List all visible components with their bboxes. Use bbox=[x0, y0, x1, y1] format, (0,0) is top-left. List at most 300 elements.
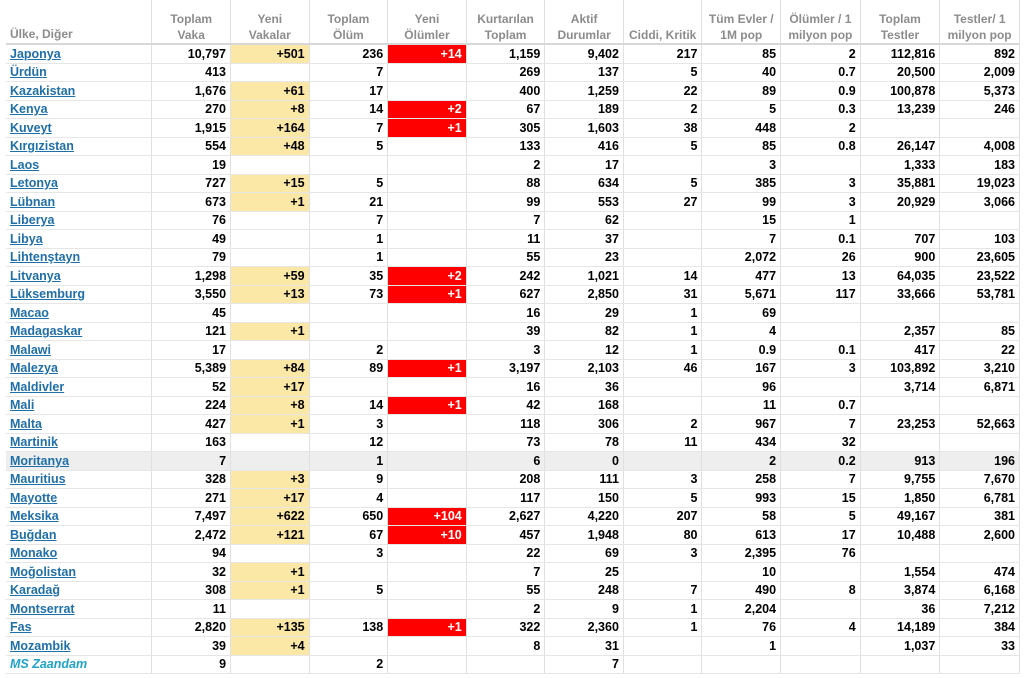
total-deaths-cell: 9 bbox=[309, 470, 388, 489]
active-cases-cell: 306 bbox=[545, 415, 624, 434]
country-link[interactable]: Monako bbox=[10, 546, 58, 561]
country-cell bbox=[6, 655, 152, 674]
new-deaths-cell bbox=[388, 452, 467, 471]
active-cases-cell: 2,850 bbox=[545, 285, 624, 304]
active-cases-cell: 137 bbox=[545, 63, 624, 82]
table-row bbox=[6, 618, 1020, 637]
country-link[interactable]: Maldivler bbox=[10, 379, 65, 394]
table-row bbox=[6, 44, 1020, 63]
country-cell bbox=[6, 618, 152, 637]
total-deaths-cell: 4 bbox=[309, 489, 388, 508]
col-header-total-tests[interactable]: Toplam Testler bbox=[860, 0, 940, 44]
deaths-per-1m-cell: 0.8 bbox=[781, 137, 861, 156]
total-cases-cell: 673 bbox=[152, 193, 231, 212]
country-link[interactable]: Mayotte bbox=[10, 490, 58, 505]
new-deaths-cell: +1 bbox=[388, 618, 467, 637]
new-deaths-cell bbox=[388, 489, 467, 508]
new-deaths-cell bbox=[388, 156, 467, 175]
new-cases-cell: +1 bbox=[231, 415, 310, 434]
critical-cell bbox=[623, 156, 702, 175]
total-tests-cell bbox=[860, 119, 940, 138]
cases-per-1m-cell: 85 bbox=[702, 44, 781, 63]
recovered-cell: 6 bbox=[466, 452, 545, 471]
country-link[interactable]: Kenya bbox=[10, 102, 48, 117]
recovered-cell: 11 bbox=[466, 230, 545, 249]
cases-per-1m-cell: 15 bbox=[702, 211, 781, 230]
total-tests-cell: 3,714 bbox=[860, 378, 940, 397]
total-deaths-cell: 1 bbox=[309, 230, 388, 249]
total-tests-cell bbox=[860, 396, 940, 415]
country-cell bbox=[6, 563, 152, 582]
total-tests-cell: 707 bbox=[860, 230, 940, 249]
total-cases-cell: 79 bbox=[152, 248, 231, 267]
recovered-cell: 400 bbox=[466, 82, 545, 101]
recovered-cell: 2 bbox=[466, 600, 545, 619]
country-link[interactable]: Malta bbox=[10, 416, 42, 431]
country-cell bbox=[6, 156, 152, 175]
country-cell bbox=[6, 544, 152, 563]
critical-cell bbox=[623, 637, 702, 656]
cases-per-1m-cell: 89 bbox=[702, 82, 781, 101]
total-cases-cell: 39 bbox=[152, 637, 231, 656]
total-tests-cell: 1,850 bbox=[860, 489, 940, 508]
col-header-cases-per-1m[interactable]: Tüm Evler / 1M pop bbox=[702, 0, 781, 44]
deaths-per-1m-cell: 0.7 bbox=[781, 396, 861, 415]
new-cases-cell: +1 bbox=[231, 193, 310, 212]
active-cases-cell: 29 bbox=[545, 304, 624, 323]
tests-per-1m-cell: 5,373 bbox=[940, 82, 1020, 101]
deaths-per-1m-cell bbox=[781, 655, 861, 674]
country-link[interactable]: Litvanya bbox=[10, 268, 61, 283]
cases-per-1m-cell: 167 bbox=[702, 359, 781, 378]
tests-per-1m-cell: 53,781 bbox=[940, 285, 1020, 304]
new-cases-cell bbox=[231, 655, 310, 674]
recovered-cell: 55 bbox=[466, 248, 545, 267]
total-tests-cell bbox=[860, 544, 940, 563]
new-deaths-cell bbox=[388, 82, 467, 101]
new-cases-cell bbox=[231, 452, 310, 471]
total-tests-cell bbox=[860, 211, 940, 230]
country-link[interactable]: Malawi bbox=[10, 342, 51, 357]
deaths-per-1m-cell: 1 bbox=[781, 211, 861, 230]
col-header-active[interactable]: Aktif Durumlar bbox=[545, 0, 624, 44]
new-deaths-cell: +10 bbox=[388, 526, 467, 545]
new-cases-cell: +61 bbox=[231, 82, 310, 101]
critical-cell: 1 bbox=[623, 618, 702, 637]
active-cases-cell: 31 bbox=[545, 637, 624, 656]
country-link[interactable]: Kazakistan bbox=[10, 83, 76, 98]
country-cell bbox=[6, 322, 152, 341]
col-header-total-cases[interactable]: Toplam Vaka bbox=[152, 0, 231, 44]
new-deaths-cell: +1 bbox=[388, 285, 467, 304]
total-deaths-cell: 17 bbox=[309, 82, 388, 101]
table-row bbox=[6, 156, 1020, 175]
cases-per-1m-cell: 3 bbox=[702, 156, 781, 175]
recovered-cell: 117 bbox=[466, 489, 545, 508]
cases-per-1m-cell: 490 bbox=[702, 581, 781, 600]
country-cell bbox=[6, 44, 152, 63]
new-cases-cell: +15 bbox=[231, 174, 310, 193]
cases-per-1m-cell: 7 bbox=[702, 230, 781, 249]
recovered-cell: 269 bbox=[466, 63, 545, 82]
total-cases-cell: 52 bbox=[152, 378, 231, 397]
recovered-cell: 3,197 bbox=[466, 359, 545, 378]
active-cases-cell: 1,259 bbox=[545, 82, 624, 101]
table-row bbox=[6, 304, 1020, 323]
country-link[interactable]: Japonya bbox=[10, 46, 61, 61]
total-deaths-cell: 5 bbox=[309, 137, 388, 156]
new-deaths-cell bbox=[388, 378, 467, 397]
critical-cell: 27 bbox=[623, 193, 702, 212]
total-tests-cell: 3,874 bbox=[860, 581, 940, 600]
recovered-cell bbox=[466, 655, 545, 674]
cases-per-1m-cell: 2 bbox=[702, 452, 781, 471]
deaths-per-1m-cell bbox=[781, 378, 861, 397]
col-header-recovered[interactable]: Kurtarılan Toplam bbox=[466, 0, 545, 44]
country-cell bbox=[6, 82, 152, 101]
critical-cell: 207 bbox=[623, 507, 702, 526]
active-cases-cell: 2,103 bbox=[545, 359, 624, 378]
country-cell bbox=[6, 248, 152, 267]
table-row bbox=[6, 452, 1020, 471]
total-cases-cell: 270 bbox=[152, 100, 231, 119]
deaths-per-1m-cell: 0.1 bbox=[781, 341, 861, 360]
cases-per-1m-cell: 11 bbox=[702, 396, 781, 415]
table-row bbox=[6, 378, 1020, 397]
country-link[interactable]: Libya bbox=[10, 231, 43, 246]
total-cases-cell: 1,676 bbox=[152, 82, 231, 101]
country-link[interactable]: Montserrat bbox=[10, 601, 75, 616]
country-link[interactable]: Liberya bbox=[10, 213, 55, 228]
tests-per-1m-cell: 19,023 bbox=[940, 174, 1020, 193]
country-link[interactable]: Fas bbox=[10, 620, 32, 635]
total-deaths-cell: 2 bbox=[309, 341, 388, 360]
col-header-country[interactable]: Ülke, Diğer bbox=[6, 0, 152, 44]
table-row bbox=[6, 248, 1020, 267]
new-deaths-cell: +2 bbox=[388, 267, 467, 286]
tests-per-1m-cell: 22 bbox=[940, 341, 1020, 360]
active-cases-cell: 1,021 bbox=[545, 267, 624, 286]
total-deaths-cell bbox=[309, 563, 388, 582]
critical-cell bbox=[623, 563, 702, 582]
table-row bbox=[6, 285, 1020, 304]
critical-cell: 7 bbox=[623, 581, 702, 600]
table-row bbox=[6, 526, 1020, 545]
col-header-tests-per-1m[interactable]: Testler/ 1 milyon pop bbox=[940, 0, 1020, 44]
active-cases-cell: 82 bbox=[545, 322, 624, 341]
total-deaths-cell: 7 bbox=[309, 63, 388, 82]
total-deaths-cell bbox=[309, 156, 388, 175]
critical-cell: 217 bbox=[623, 44, 702, 63]
country-link[interactable]: Kırgızistan bbox=[10, 139, 74, 154]
table-row bbox=[6, 470, 1020, 489]
new-cases-cell: +17 bbox=[231, 378, 310, 397]
recovered-cell: 16 bbox=[466, 378, 545, 397]
tests-per-1m-cell: 33 bbox=[940, 637, 1020, 656]
tests-per-1m-cell: 6,781 bbox=[940, 489, 1020, 508]
country-link[interactable]: Lihtenştayn bbox=[10, 250, 81, 265]
country-cell bbox=[6, 470, 152, 489]
country-link[interactable]: Moğolistan bbox=[10, 564, 76, 579]
tests-per-1m-cell: 3,066 bbox=[940, 193, 1020, 212]
cases-per-1m-cell: 993 bbox=[702, 489, 781, 508]
cases-per-1m-cell: 85 bbox=[702, 137, 781, 156]
new-cases-cell: +121 bbox=[231, 526, 310, 545]
recovered-cell: 22 bbox=[466, 544, 545, 563]
tests-per-1m-cell: 4,008 bbox=[940, 137, 1020, 156]
cases-per-1m-cell: 2,204 bbox=[702, 600, 781, 619]
table-row bbox=[6, 655, 1020, 674]
deaths-per-1m-cell bbox=[781, 322, 861, 341]
new-deaths-cell bbox=[388, 544, 467, 563]
country-cell bbox=[6, 359, 152, 378]
country-cell bbox=[6, 211, 152, 230]
critical-cell: 80 bbox=[623, 526, 702, 545]
recovered-cell: 242 bbox=[466, 267, 545, 286]
country-name: MS Zaandam bbox=[10, 657, 88, 672]
critical-cell: 5 bbox=[623, 174, 702, 193]
new-cases-cell bbox=[231, 211, 310, 230]
total-tests-cell: 2,357 bbox=[860, 322, 940, 341]
deaths-per-1m-cell: 15 bbox=[781, 489, 861, 508]
new-deaths-cell bbox=[388, 174, 467, 193]
critical-cell: 2 bbox=[623, 100, 702, 119]
new-deaths-cell: +2 bbox=[388, 100, 467, 119]
country-cell bbox=[6, 304, 152, 323]
covid-table bbox=[6, 0, 1020, 674]
country-link[interactable]: Ürdün bbox=[10, 65, 47, 80]
cases-per-1m-cell: 0.9 bbox=[702, 341, 781, 360]
active-cases-cell: 69 bbox=[545, 544, 624, 563]
total-deaths-cell: 3 bbox=[309, 544, 388, 563]
total-deaths-cell: 236 bbox=[309, 44, 388, 63]
active-cases-cell: 4,220 bbox=[545, 507, 624, 526]
new-deaths-cell: +1 bbox=[388, 396, 467, 415]
total-cases-cell: 17 bbox=[152, 341, 231, 360]
tests-per-1m-cell: 381 bbox=[940, 507, 1020, 526]
country-link[interactable]: Macao bbox=[10, 305, 49, 320]
cases-per-1m-cell: 99 bbox=[702, 193, 781, 212]
active-cases-cell: 23 bbox=[545, 248, 624, 267]
total-deaths-cell bbox=[309, 304, 388, 323]
country-link[interactable]: Mauritius bbox=[10, 472, 66, 487]
table-row bbox=[6, 82, 1020, 101]
new-cases-cell: +3 bbox=[231, 470, 310, 489]
critical-cell: 1 bbox=[623, 600, 702, 619]
cases-per-1m-cell: 258 bbox=[702, 470, 781, 489]
country-link[interactable]: Martinik bbox=[10, 435, 58, 450]
total-deaths-cell: 89 bbox=[309, 359, 388, 378]
country-link[interactable]: Laos bbox=[10, 157, 40, 172]
new-cases-cell: +8 bbox=[231, 396, 310, 415]
table-row bbox=[6, 563, 1020, 582]
cases-per-1m-cell: 5 bbox=[702, 100, 781, 119]
new-deaths-cell bbox=[388, 322, 467, 341]
deaths-per-1m-cell: 2 bbox=[781, 44, 861, 63]
tests-per-1m-cell: 474 bbox=[940, 563, 1020, 582]
critical-cell: 1 bbox=[623, 322, 702, 341]
total-tests-cell: 100,878 bbox=[860, 82, 940, 101]
country-link[interactable]: Lübnan bbox=[10, 194, 56, 209]
critical-cell: 1 bbox=[623, 341, 702, 360]
active-cases-cell: 248 bbox=[545, 581, 624, 600]
col-header-deaths-per-1m[interactable]: Ölümler / 1 milyon pop bbox=[781, 0, 861, 44]
active-cases-cell: 416 bbox=[545, 137, 624, 156]
total-deaths-cell bbox=[309, 378, 388, 397]
table-row bbox=[6, 359, 1020, 378]
active-cases-cell: 7 bbox=[545, 655, 624, 674]
country-link[interactable]: Meksika bbox=[10, 509, 59, 524]
country-link[interactable]: Lüksemburg bbox=[10, 287, 86, 302]
total-deaths-cell bbox=[309, 637, 388, 656]
country-link[interactable]: Madagaskar bbox=[10, 324, 83, 339]
total-deaths-cell: 12 bbox=[309, 433, 388, 452]
table-row bbox=[6, 600, 1020, 619]
new-cases-cell: +1 bbox=[231, 581, 310, 600]
critical-cell bbox=[623, 378, 702, 397]
active-cases-cell: 1,603 bbox=[545, 119, 624, 138]
tests-per-1m-cell bbox=[940, 119, 1020, 138]
header-row bbox=[6, 0, 1020, 44]
country-cell bbox=[6, 581, 152, 600]
total-tests-cell: 900 bbox=[860, 248, 940, 267]
country-link[interactable]: Kuveyt bbox=[10, 120, 52, 135]
recovered-cell: 118 bbox=[466, 415, 545, 434]
active-cases-cell: 150 bbox=[545, 489, 624, 508]
recovered-cell: 99 bbox=[466, 193, 545, 212]
recovered-cell: 2,627 bbox=[466, 507, 545, 526]
critical-cell bbox=[623, 396, 702, 415]
total-deaths-cell: 14 bbox=[309, 396, 388, 415]
country-link[interactable]: Malezya bbox=[10, 361, 58, 376]
total-deaths-cell bbox=[309, 322, 388, 341]
country-link[interactable]: Moritanya bbox=[10, 453, 70, 468]
total-deaths-cell: 67 bbox=[309, 526, 388, 545]
total-cases-cell: 121 bbox=[152, 322, 231, 341]
active-cases-cell: 1,948 bbox=[545, 526, 624, 545]
country-cell bbox=[6, 119, 152, 138]
new-cases-cell: +17 bbox=[231, 489, 310, 508]
critical-cell: 22 bbox=[623, 82, 702, 101]
tests-per-1m-cell: 6,871 bbox=[940, 378, 1020, 397]
total-cases-cell: 7,497 bbox=[152, 507, 231, 526]
col-header-new-cases[interactable]: Yeni Vakalar bbox=[231, 0, 310, 44]
total-tests-cell: 35,881 bbox=[860, 174, 940, 193]
deaths-per-1m-cell bbox=[781, 637, 861, 656]
country-link[interactable]: Mozambik bbox=[10, 638, 71, 653]
active-cases-cell: 12 bbox=[545, 341, 624, 360]
country-cell bbox=[6, 378, 152, 397]
country-cell bbox=[6, 526, 152, 545]
tests-per-1m-cell: 892 bbox=[940, 44, 1020, 63]
critical-cell: 5 bbox=[623, 63, 702, 82]
deaths-per-1m-cell bbox=[781, 563, 861, 582]
country-cell bbox=[6, 193, 152, 212]
new-cases-cell: +164 bbox=[231, 119, 310, 138]
total-cases-cell: 11 bbox=[152, 600, 231, 619]
new-deaths-cell bbox=[388, 230, 467, 249]
critical-cell: 46 bbox=[623, 359, 702, 378]
active-cases-cell: 36 bbox=[545, 378, 624, 397]
table-row bbox=[6, 396, 1020, 415]
country-link[interactable]: Mali bbox=[10, 398, 35, 413]
total-cases-cell: 308 bbox=[152, 581, 231, 600]
total-deaths-cell bbox=[309, 600, 388, 619]
total-deaths-cell: 7 bbox=[309, 119, 388, 138]
country-link[interactable]: Karadağ bbox=[10, 583, 61, 598]
country-link[interactable]: Letonya bbox=[10, 176, 58, 191]
recovered-cell: 2 bbox=[466, 156, 545, 175]
table-row bbox=[6, 489, 1020, 508]
critical-cell: 1 bbox=[623, 304, 702, 323]
total-cases-cell: 32 bbox=[152, 563, 231, 582]
recovered-cell: 88 bbox=[466, 174, 545, 193]
tests-per-1m-cell: 3,210 bbox=[940, 359, 1020, 378]
critical-cell: 5 bbox=[623, 137, 702, 156]
recovered-cell: 55 bbox=[466, 581, 545, 600]
cases-per-1m-cell: 613 bbox=[702, 526, 781, 545]
critical-cell: 31 bbox=[623, 285, 702, 304]
tests-per-1m-cell bbox=[940, 211, 1020, 230]
total-tests-cell bbox=[860, 655, 940, 674]
recovered-cell: 73 bbox=[466, 433, 545, 452]
new-cases-cell bbox=[231, 341, 310, 360]
col-header-total-deaths[interactable]: Toplam Ölüm bbox=[309, 0, 388, 44]
new-cases-cell: +1 bbox=[231, 563, 310, 582]
deaths-per-1m-cell: 76 bbox=[781, 544, 861, 563]
total-cases-cell: 427 bbox=[152, 415, 231, 434]
country-cell bbox=[6, 230, 152, 249]
country-link[interactable]: Buğdan bbox=[10, 527, 57, 542]
col-header-new-deaths[interactable]: Yeni Ölümler bbox=[388, 0, 467, 44]
country-cell bbox=[6, 489, 152, 508]
cases-per-1m-cell: 434 bbox=[702, 433, 781, 452]
active-cases-cell: 62 bbox=[545, 211, 624, 230]
new-cases-cell bbox=[231, 248, 310, 267]
country-cell bbox=[6, 637, 152, 656]
total-tests-cell: 20,500 bbox=[860, 63, 940, 82]
deaths-per-1m-cell: 2 bbox=[781, 119, 861, 138]
total-cases-cell: 328 bbox=[152, 470, 231, 489]
new-deaths-cell bbox=[388, 433, 467, 452]
new-deaths-cell bbox=[388, 563, 467, 582]
table-row bbox=[6, 193, 1020, 212]
new-deaths-cell bbox=[388, 211, 467, 230]
cases-per-1m-cell: 10 bbox=[702, 563, 781, 582]
total-tests-cell: 64,035 bbox=[860, 267, 940, 286]
total-deaths-cell: 5 bbox=[309, 581, 388, 600]
new-cases-cell bbox=[231, 63, 310, 82]
country-cell bbox=[6, 433, 152, 452]
deaths-per-1m-cell: 17 bbox=[781, 526, 861, 545]
cases-per-1m-cell: 385 bbox=[702, 174, 781, 193]
tests-per-1m-cell: 6,168 bbox=[940, 581, 1020, 600]
table-row bbox=[6, 507, 1020, 526]
cases-per-1m-cell: 96 bbox=[702, 378, 781, 397]
col-header-critical[interactable]: Ciddi, Kritik bbox=[623, 0, 702, 44]
active-cases-cell: 189 bbox=[545, 100, 624, 119]
total-cases-cell: 2,820 bbox=[152, 618, 231, 637]
total-tests-cell: 1,037 bbox=[860, 637, 940, 656]
tests-per-1m-cell: 85 bbox=[940, 322, 1020, 341]
total-tests-cell: 112,816 bbox=[860, 44, 940, 63]
critical-cell bbox=[623, 211, 702, 230]
total-cases-cell: 2,472 bbox=[152, 526, 231, 545]
tests-per-1m-cell: 2,600 bbox=[940, 526, 1020, 545]
total-tests-cell: 13,239 bbox=[860, 100, 940, 119]
tests-per-1m-cell bbox=[940, 544, 1020, 563]
tests-per-1m-cell: 7,670 bbox=[940, 470, 1020, 489]
